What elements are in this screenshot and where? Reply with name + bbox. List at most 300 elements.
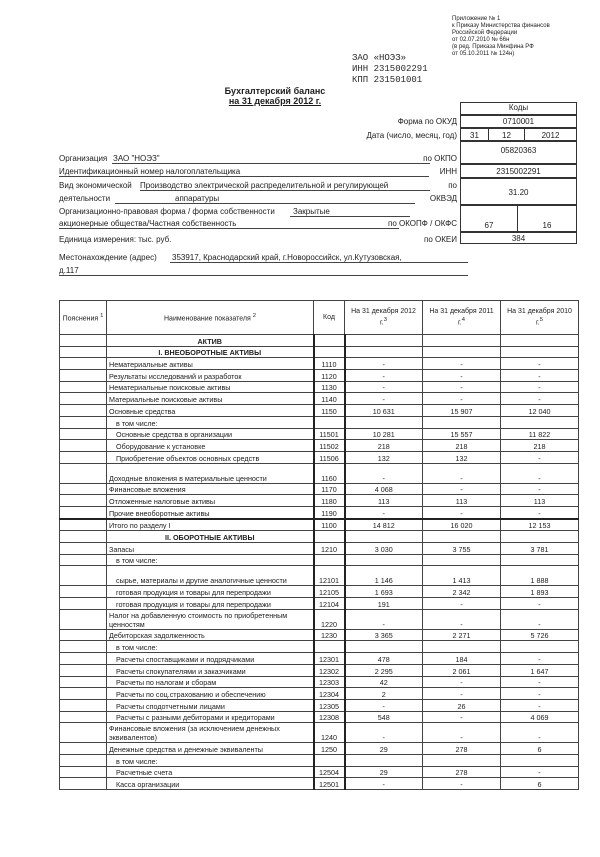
value-2010 — [501, 554, 579, 566]
value-2012: 3 030 — [345, 543, 423, 555]
inn-label: ИНН — [439, 167, 457, 176]
row-note — [60, 506, 107, 518]
value-2012: 29 — [345, 766, 423, 778]
date-label: Дата (число, месяц, год) — [366, 131, 457, 140]
row-name: Расчетные счета — [107, 766, 314, 778]
company-stamp — [352, 53, 444, 86]
value-2011 — [423, 641, 501, 653]
value-2012: 132 — [345, 451, 423, 463]
row-note — [60, 688, 107, 700]
value-2011: 2 061 — [423, 664, 501, 676]
value-2011: 132 — [423, 451, 501, 463]
row-name: Расчеты сподотчетными лицами — [107, 699, 314, 711]
row-note — [60, 766, 107, 778]
row-note — [60, 440, 107, 452]
value-2011: - — [423, 393, 501, 405]
value-2011: 15 557 — [423, 428, 501, 440]
value-2010: - — [501, 766, 579, 778]
value-2010: - — [501, 723, 579, 743]
org-label: Организация — [59, 154, 108, 163]
value-2010: - — [501, 653, 579, 665]
table-row — [60, 428, 579, 440]
value-2011: 218 — [423, 440, 501, 452]
value-2010: 5 726 — [501, 629, 579, 641]
row-note — [60, 428, 107, 440]
row-note — [60, 676, 107, 688]
table-row — [60, 778, 579, 790]
row-code — [314, 754, 345, 766]
okopf-label: по ОКОПФ / ОКФС — [388, 219, 457, 228]
value-2012: 3 365 — [345, 629, 423, 641]
row-name: Доходные вложения в материальные ценности — [107, 463, 314, 483]
row-note — [60, 586, 107, 598]
row-note — [60, 483, 107, 495]
address-value-1: 353917, Краснодарский край, г.Новороссийск, ул.Кутузовская, — [172, 253, 402, 262]
row-note — [60, 653, 107, 665]
value-2011 — [423, 416, 501, 428]
value-2011 — [423, 531, 501, 543]
value-2011: - — [423, 609, 501, 629]
value-2010: - — [501, 676, 579, 688]
row-code: 12501 — [314, 778, 345, 790]
value-2010: - — [501, 393, 579, 405]
row-name: Итого по разделу I — [107, 519, 314, 531]
value-2012 — [345, 641, 423, 653]
value-2011: - — [423, 778, 501, 790]
okved-label-2: ОКВЭД — [429, 194, 457, 203]
table-row — [60, 711, 579, 723]
row-code: 1210 — [314, 543, 345, 555]
value-2011: 278 — [423, 766, 501, 778]
title-line1: Бухгалтерский баланс — [224, 86, 326, 96]
okpo-label: по ОКПО — [423, 154, 457, 163]
unit-label: Единица измерения: тыс. руб. — [59, 235, 172, 244]
row-note — [60, 629, 107, 641]
value-2011: - — [423, 676, 501, 688]
table-row — [60, 405, 579, 417]
row-code: 12101 — [314, 566, 345, 586]
value-2011: 2 271 — [423, 629, 501, 641]
stamp-company: ЗАО «НОЭЗ» — [352, 53, 407, 63]
table-row — [60, 598, 579, 610]
row-note — [60, 743, 107, 755]
value-2010 — [501, 346, 579, 358]
row-note — [60, 778, 107, 790]
row-code: 12105 — [314, 586, 345, 598]
row-name: Налог на добавленную стоимость по приобретенным ценностям — [107, 609, 314, 629]
col-2012-header: На 31 декабря 2012 г.$^3$ — [345, 301, 423, 335]
row-code: 12301 — [314, 653, 345, 665]
section-row — [60, 346, 579, 358]
row-code: 1130 — [314, 381, 345, 393]
row-code: 1230 — [314, 629, 345, 641]
row-note — [60, 699, 107, 711]
value-2012: 29 — [345, 743, 423, 755]
value-2010: 1 888 — [501, 566, 579, 586]
row-name: Дебиторская задолженность — [107, 629, 314, 641]
row-code: 12305 — [314, 699, 345, 711]
row-name: Отложенные налоговые активы — [107, 495, 314, 507]
value-2010: 113 — [501, 495, 579, 507]
row-note — [60, 566, 107, 586]
row-name: Основные средства — [107, 405, 314, 417]
value-2012: - — [345, 609, 423, 629]
table-row — [60, 586, 579, 598]
value-2012: 10 281 — [345, 428, 423, 440]
value-2010: - — [501, 506, 579, 518]
appendix-line: от 02.07.2010 № 66н — [452, 37, 510, 43]
table-header-row — [60, 301, 579, 335]
row-name: Финансовые вложения — [107, 483, 314, 495]
form-okud-label: Форма по ОКУД — [397, 117, 457, 126]
date-day: 31 — [460, 128, 489, 141]
row-name: Расчеты спокупателями и заказчиками — [107, 664, 314, 676]
row-code: 1100 — [314, 519, 345, 531]
appendix-line: Приложение № 1 — [452, 16, 501, 22]
row-code: 12303 — [314, 676, 345, 688]
value-2012: 4 068 — [345, 483, 423, 495]
table-row — [60, 688, 579, 700]
row-code: 12302 — [314, 664, 345, 676]
row-name: Нематериальные поисковые активы — [107, 381, 314, 393]
row-code: 11501 — [314, 428, 345, 440]
stamp-inn: ИНН 2315002291 — [352, 64, 428, 74]
row-name: готовая продукция и товары для перепродажи — [107, 598, 314, 610]
col-2010-header: На 31 декабря 2010 г.$^5$ — [501, 301, 579, 335]
row-name: Расчеты споставщиками и подрядчиками — [107, 653, 314, 665]
row-note — [60, 358, 107, 370]
value-2010 — [501, 641, 579, 653]
value-2011: - — [423, 463, 501, 483]
stamp-kpp: КПП 231501001 — [352, 75, 423, 85]
table-row — [60, 653, 579, 665]
value-2010: 218 — [501, 440, 579, 452]
row-name: АКТИВ — [107, 335, 314, 347]
inn-row-label: Идентификационный номер налогоплательщика — [59, 167, 241, 176]
appendix-line: к Приказу Министерства финансов — [452, 23, 550, 29]
row-note — [60, 346, 107, 358]
table-row — [60, 743, 579, 755]
row-note — [60, 531, 107, 543]
row-note — [60, 370, 107, 382]
value-2011: - — [423, 483, 501, 495]
value-2011: - — [423, 598, 501, 610]
value-2012: 10 631 — [345, 405, 423, 417]
address-value-2: д.117 — [59, 266, 79, 275]
value-2011: - — [423, 506, 501, 518]
row-code: 1240 — [314, 723, 345, 743]
value-2011: - — [423, 358, 501, 370]
row-code — [314, 531, 345, 543]
table-row — [60, 381, 579, 393]
row-note — [60, 641, 107, 653]
form-okud-code: 0710001 — [460, 114, 577, 128]
row-name: Расчеты по налогам и сборам — [107, 676, 314, 688]
row-code: 1160 — [314, 463, 345, 483]
row-note — [60, 754, 107, 766]
row-name: Результаты исследований и разработок — [107, 370, 314, 382]
row-code — [314, 641, 345, 653]
row-name: II. ОБОРОТНЫЕ АКТИВЫ — [107, 531, 314, 543]
row-code — [314, 346, 345, 358]
row-name: в том числе: — [107, 554, 314, 566]
row-code: 1110 — [314, 358, 345, 370]
value-2012: - — [345, 370, 423, 382]
row-name: сырье, материалы и другие аналогичные ценности — [107, 566, 314, 586]
row-name: Материальные поисковые активы — [107, 393, 314, 405]
appendix-line: от 05.10.2011 № 124н) — [452, 51, 515, 57]
legal-form-label: Организационно-правовая форма / форма собственности — [59, 207, 275, 216]
table-row — [60, 358, 579, 370]
row-name: Денежные средства и денежные эквиваленты — [107, 743, 314, 755]
date-year: 2012 — [524, 128, 577, 141]
value-2012: 42 — [345, 676, 423, 688]
value-2012: - — [345, 381, 423, 393]
value-2012: 218 — [345, 440, 423, 452]
value-2010: - — [501, 358, 579, 370]
balance-table — [59, 300, 579, 790]
value-2010 — [501, 416, 579, 428]
row-name: Расчеты по соц.страхованию и обеспечению — [107, 688, 314, 700]
okpo-code: 05820363 — [460, 141, 577, 164]
row-name: Расчеты с разными дебиторами и кредиторами — [107, 711, 314, 723]
row-note — [60, 495, 107, 507]
value-2011 — [423, 754, 501, 766]
document-title — [200, 86, 350, 106]
value-2012 — [345, 416, 423, 428]
table-row — [60, 451, 579, 463]
value-2011 — [423, 554, 501, 566]
row-note — [60, 381, 107, 393]
value-2011: - — [423, 711, 501, 723]
row-name: в том числе: — [107, 416, 314, 428]
col-code-header: Код — [314, 301, 345, 335]
table-row — [60, 416, 579, 428]
value-2010: - — [501, 483, 579, 495]
row-name: Нематериальные активы — [107, 358, 314, 370]
value-2011: - — [423, 381, 501, 393]
row-code: 12304 — [314, 688, 345, 700]
section-row — [60, 531, 579, 543]
value-2012: 2 — [345, 688, 423, 700]
value-2010: - — [501, 598, 579, 610]
table-row — [60, 766, 579, 778]
table-row — [60, 723, 579, 743]
row-name: Прочие внеоборотные активы — [107, 506, 314, 518]
col-2011-header: На 31 декабря 2011 г.$^4$ — [423, 301, 501, 335]
value-2012: - — [345, 358, 423, 370]
value-2012: 2 295 — [345, 664, 423, 676]
value-2012: - — [345, 723, 423, 743]
row-name: Основные средства в организации — [107, 428, 314, 440]
legal-form-value-2: акционерные общества/Частная собственность — [59, 219, 237, 228]
value-2012: 113 — [345, 495, 423, 507]
value-2010: - — [501, 463, 579, 483]
row-code — [314, 335, 345, 347]
row-note — [60, 598, 107, 610]
row-note — [60, 463, 107, 483]
value-2011: 16 020 — [423, 519, 501, 531]
table-row — [60, 566, 579, 586]
value-2010: 11 822 — [501, 428, 579, 440]
row-code: 1170 — [314, 483, 345, 495]
okved-label-1: по — [448, 181, 457, 190]
row-name: готовая продукция и товары для перепродажи — [107, 586, 314, 598]
value-2011 — [423, 346, 501, 358]
value-2010: 3 781 — [501, 543, 579, 555]
value-2010: - — [501, 451, 579, 463]
value-2011: 3 755 — [423, 543, 501, 555]
row-name: Касса организации — [107, 778, 314, 790]
value-2010 — [501, 531, 579, 543]
row-note — [60, 554, 107, 566]
value-2011: 113 — [423, 495, 501, 507]
row-note — [60, 405, 107, 417]
appendix-note — [452, 16, 597, 58]
row-code — [314, 554, 345, 566]
activity-label-2: деятельности — [59, 194, 111, 203]
okved-code: 31.20 — [460, 178, 577, 205]
row-name: в том числе: — [107, 641, 314, 653]
okei-code: 384 — [460, 232, 577, 244]
row-note — [60, 519, 107, 531]
codes-header: Коды — [460, 102, 577, 116]
value-2010: 6 — [501, 778, 579, 790]
table-row — [60, 440, 579, 452]
value-2012 — [345, 346, 423, 358]
okfs-code: 16 — [517, 205, 577, 232]
table-row — [60, 699, 579, 711]
table-row — [60, 543, 579, 555]
table-row — [60, 664, 579, 676]
value-2010: - — [501, 370, 579, 382]
row-note — [60, 335, 107, 347]
row-name: Оборудование к установке — [107, 440, 314, 452]
value-2012: - — [345, 393, 423, 405]
table-row — [60, 629, 579, 641]
value-2010: 1 647 — [501, 664, 579, 676]
row-name: I. ВНЕОБОРОТНЫЕ АКТИВЫ — [107, 346, 314, 358]
value-2012: 548 — [345, 711, 423, 723]
row-code: 12504 — [314, 766, 345, 778]
value-2012: - — [345, 506, 423, 518]
table-row — [60, 506, 579, 518]
row-code — [314, 416, 345, 428]
row-code: 11506 — [314, 451, 345, 463]
value-2012 — [345, 531, 423, 543]
value-2012: - — [345, 778, 423, 790]
row-code: 12104 — [314, 598, 345, 610]
row-note — [60, 609, 107, 629]
legal-form-value-1: Закрытые — [293, 207, 330, 216]
row-note — [60, 723, 107, 743]
value-2012: 478 — [345, 653, 423, 665]
value-2010: - — [501, 381, 579, 393]
row-code: 1140 — [314, 393, 345, 405]
row-note — [60, 416, 107, 428]
activity-value-1: Производство электрической распределительной и регулирующей — [140, 181, 389, 190]
value-2010: - — [501, 688, 579, 700]
activity-label: Вид экономической — [59, 181, 132, 190]
activity-value-2: аппаратуры — [175, 194, 220, 203]
table-row — [60, 495, 579, 507]
value-2010: 12 040 — [501, 405, 579, 417]
table-row — [60, 554, 579, 566]
address-label: Местонахождение (адрес) — [59, 253, 157, 262]
value-2010: 4 069 — [501, 711, 579, 723]
value-2011: 1 413 — [423, 566, 501, 586]
value-2011 — [423, 335, 501, 347]
date-month: 12 — [488, 128, 525, 141]
row-code: 1180 — [314, 495, 345, 507]
value-2011: 184 — [423, 653, 501, 665]
table-row — [60, 370, 579, 382]
table-row — [60, 641, 579, 653]
value-2010: 6 — [501, 743, 579, 755]
appendix-line: Российской Федерации — [452, 30, 518, 36]
value-2010: - — [501, 609, 579, 629]
value-2010: 12 153 — [501, 519, 579, 531]
value-2011: - — [423, 370, 501, 382]
table-row — [60, 754, 579, 766]
value-2011: - — [423, 688, 501, 700]
value-2010 — [501, 335, 579, 347]
title-line2: на 31 декабря 2012 г. — [228, 96, 322, 106]
row-code: 1120 — [314, 370, 345, 382]
value-2010: - — [501, 699, 579, 711]
row-name: Приобретение объектов основных средств — [107, 451, 314, 463]
okei-label: по ОКЕИ — [424, 235, 457, 244]
row-name: Запасы — [107, 543, 314, 555]
value-2011: 278 — [423, 743, 501, 755]
col-note-header: Пояснения $^1$ — [60, 301, 107, 335]
row-code: 1150 — [314, 405, 345, 417]
value-2010: 1 893 — [501, 586, 579, 598]
value-2010 — [501, 754, 579, 766]
value-2012: - — [345, 463, 423, 483]
value-2012: 1 146 — [345, 566, 423, 586]
value-2011: 2 342 — [423, 586, 501, 598]
value-2012: 191 — [345, 598, 423, 610]
row-code: 1190 — [314, 506, 345, 518]
col-name-header: Наименование показателя $^2$ — [107, 301, 314, 335]
row-code: 11502 — [314, 440, 345, 452]
appendix-line: (в ред. Приказа Минфина РФ — [452, 44, 534, 50]
section-row — [60, 335, 579, 347]
table-row — [60, 393, 579, 405]
value-2012: - — [345, 699, 423, 711]
row-note — [60, 451, 107, 463]
row-note — [60, 543, 107, 555]
value-2012: 14 812 — [345, 519, 423, 531]
row-code: 1220 — [314, 609, 345, 629]
row-code: 12308 — [314, 711, 345, 723]
row-note — [60, 711, 107, 723]
value-2012 — [345, 335, 423, 347]
value-2012 — [345, 754, 423, 766]
org-value: ЗАО "НОЭЗ" — [113, 154, 160, 163]
row-note — [60, 664, 107, 676]
row-name: Финансовые вложения (за исключением денежных эквивалентов) — [107, 723, 314, 743]
total-row — [60, 519, 579, 531]
inn-code: 2315002291 — [460, 164, 577, 178]
table-row — [60, 609, 579, 629]
row-name: в том числе: — [107, 754, 314, 766]
value-2011: 26 — [423, 699, 501, 711]
value-2011: - — [423, 723, 501, 743]
table-row — [60, 463, 579, 483]
row-note — [60, 393, 107, 405]
